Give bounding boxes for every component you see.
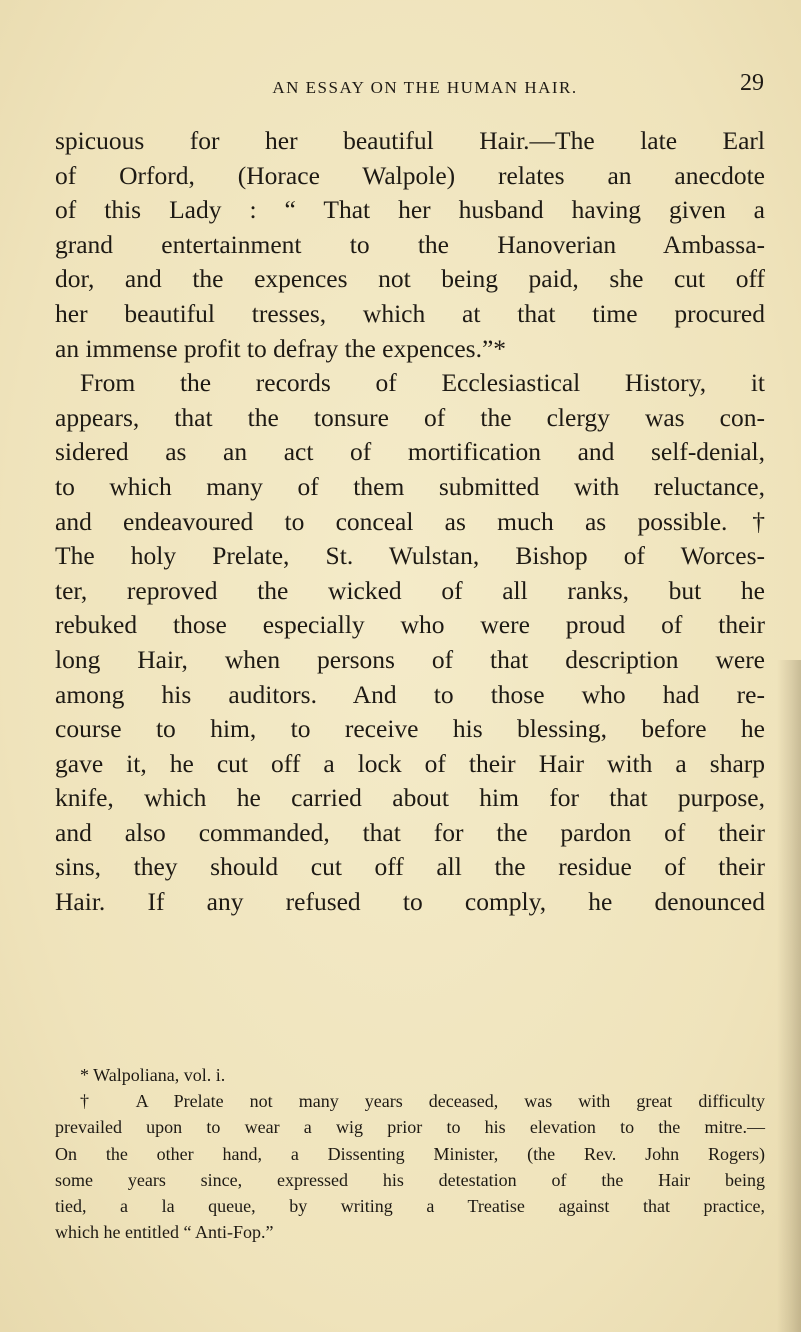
page-number: 29 xyxy=(740,70,764,96)
running-header: AN ESSAY ON THE HUMAN HAIR. xyxy=(272,78,578,97)
text-line: The holy Prelate, St. Wulstan, Bishop of Worces- xyxy=(55,541,765,571)
footnote-line: prevailed upon to wear a wig prior to his elevation to the mitre.— xyxy=(55,1117,765,1138)
footnote-line: * Walpoliana, vol. i. xyxy=(80,1065,226,1085)
text-line: and also commanded, that for the pardon of their xyxy=(55,817,765,847)
text-line: ter, reproved the wicked of all ranks, but he xyxy=(55,575,765,605)
footnote-line: † A Prelate not many years deceased, was with great difficulty xyxy=(80,1091,765,1112)
text-line: Hair. If any refused to comply, he denounced xyxy=(55,887,765,917)
text-line: From the records of Ecclesiastical History, it xyxy=(80,368,765,398)
text-line: an immense profit to defray the expences.”* xyxy=(55,333,507,363)
text-line: gave it, he cut off a lock of their Hair with a sharp xyxy=(55,748,765,778)
text-line: course to him, to receive his blessing, before he xyxy=(55,714,765,744)
text-line: appears, that the tonsure of the clergy was con- xyxy=(55,402,765,432)
text-line: grand entertainment to the Hanoverian Ambassa- xyxy=(55,229,765,259)
footnote-line: On the other hand, a Dissenting Minister, (the Rev. John Rogers) xyxy=(55,1143,765,1164)
body-text xyxy=(55,124,765,920)
text-line: sidered as an act of mortification and self-denial, xyxy=(55,437,765,467)
text-line: rebuked those especially who were proud of their xyxy=(55,610,765,640)
text-line: long Hair, when persons of that description were xyxy=(55,644,765,674)
text-line: and endeavoured to conceal as much as possible.† xyxy=(55,506,765,536)
page-edge-shadow xyxy=(777,660,801,1332)
text-line: of Orford, (Horace Walpole) relates an anecdote xyxy=(55,160,765,190)
footnote-line: which he entitled “ Anti-Fop.” xyxy=(55,1222,274,1243)
text-line: dor, and the expences not being paid, she cut off xyxy=(55,264,765,294)
text-line: spicuous for her beautiful Hair.—The late Earl xyxy=(55,126,765,155)
footnote-line: tied, a la queue, by writing a Treatise against that practice, xyxy=(55,1196,765,1217)
text-line: sins, they should cut off all the residue of their xyxy=(55,852,765,882)
text-line: among his auditors. And to those who had re- xyxy=(55,679,765,709)
text-line: to which many of them submitted with reluctance, xyxy=(55,471,765,501)
text-line: knife, which he carried about him for that purpose, xyxy=(55,783,765,813)
text-line: of this Lady : “ That her husband having given a xyxy=(55,195,765,225)
text-line: her beautiful tresses, which at that time procured xyxy=(55,298,765,328)
footnote-line: some years since, expressed his detestation of the Hair being xyxy=(55,1169,765,1190)
footnotes xyxy=(55,1062,765,1245)
